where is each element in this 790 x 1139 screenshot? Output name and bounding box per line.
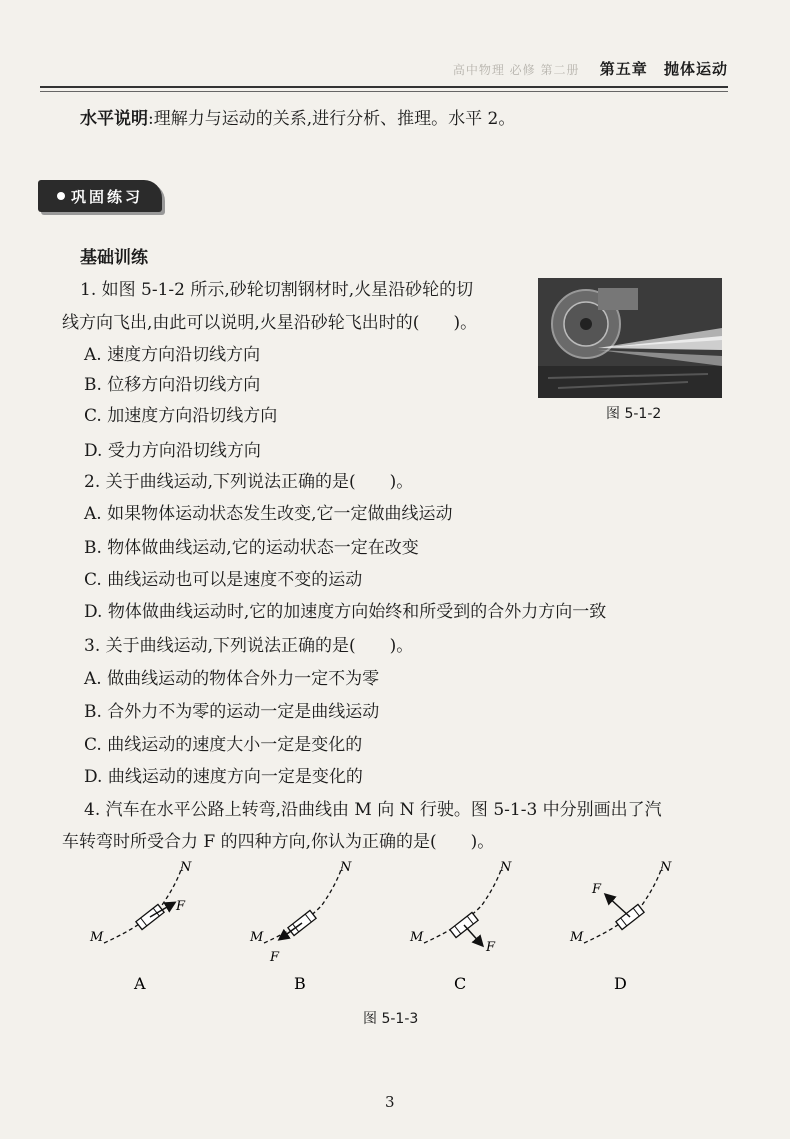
diagram-d-f: F [592,882,602,897]
header-rule-thin [40,91,728,92]
q3-option-d: D. 曲线运动的速度方向一定是变化的 [84,767,363,787]
level-note-label: 水平说明 [80,109,148,129]
q4-stem-line1: 4. 汽车在水平公路上转弯,沿曲线由 M 向 N 行驶。图 5-1-3 中分别画出了汽 [84,800,662,820]
diagram-b-f: F [270,950,280,965]
q3-stem: 3. 关于曲线运动,下列说法正确的是( )。 [84,636,414,656]
q1-option-b: B. 位移方向沿切线方向 [84,375,261,395]
diagram-d-n: N [660,860,672,875]
bullet-icon [57,192,65,200]
header-rule-thick [40,86,728,88]
section-tag-label: 巩固练习 [70,187,143,206]
q3-option-b: B. 合外力不为零的运动一定是曲线运动 [84,702,380,722]
header-text [453,58,728,79]
sparks-image-icon [538,278,722,398]
subhead: 基础训练 [80,248,148,268]
q1-stem-line2: 线方向飞出,由此可以说明,火星沿砂轮飞出时的( )。 [62,313,478,333]
choice-label-b: B [294,974,306,993]
q1-option-c: C. 加速度方向沿切线方向 [84,406,278,426]
q1-option-d: D. 受力方向沿切线方向 [84,441,261,461]
diagram-a-f: F [176,899,186,914]
q2-option-a: A. 如果物体运动状态发生改变,它一定做曲线运动 [84,504,453,524]
diagram-option-a [89,860,192,945]
q2-option-b: B. 物体做曲线运动,它的运动状态一定在改变 [84,538,419,558]
q2-stem: 2. 关于曲线运动,下列说法正确的是( )。 [84,472,414,492]
level-note-text: :理解力与运动的关系,进行分析、推理。水平 2。 [148,109,516,129]
diagram-a-m: M [90,930,104,945]
q2-option-d: D. 物体做曲线运动时,它的加速度方向始终和所受到的合外力方向一致 [84,602,607,622]
figure-5-1-2-caption: 图 5-1-2 [606,406,662,422]
q3-option-c: C. 曲线运动的速度大小一定是变化的 [84,735,363,755]
diagram-b-n: N [340,860,352,875]
chapter-title: 抛体运动 [663,60,728,78]
q2-option-c: C. 曲线运动也可以是速度不变的运动 [84,570,363,590]
diagram-c-n: N [500,860,512,875]
page-header [40,52,728,92]
diagram-c-f: F [486,940,496,955]
q4-stem-line2: 车转弯时所受合力 F 的四种方向,你认为正确的是( )。 [62,832,495,852]
diagram-d-m: M [570,930,584,945]
figure-5-1-3-diagram [84,855,704,995]
diagram-c-m: M [410,930,424,945]
q1-option-a: A. 速度方向沿切线方向 [84,345,261,365]
diagram-option-b [249,860,352,965]
level-note [80,104,515,129]
chapter-number: 第五章 [599,60,648,78]
section-tag [38,180,162,212]
choice-label-c: C [454,974,467,993]
diagram-a-n: N [180,860,192,875]
q3-option-a: A. 做曲线运动的物体合外力一定不为零 [84,669,380,689]
choice-label-d: D [614,974,627,993]
diagram-option-c [409,860,512,955]
q1-stem-line1: 1. 如图 5-1-2 所示,砂轮切割钢材时,火星沿砂轮的切 [80,280,474,300]
diagram-option-d [569,860,672,945]
choice-label-a: A [134,974,146,993]
page-number: 3 [385,1093,395,1111]
header-faint-text: 高中物理 必修 第二册 [452,63,580,77]
grinding-wheel-photo [538,278,722,398]
figure-5-1-3-caption: 图 5-1-3 [363,1011,419,1027]
diagram-b-m: M [250,930,264,945]
